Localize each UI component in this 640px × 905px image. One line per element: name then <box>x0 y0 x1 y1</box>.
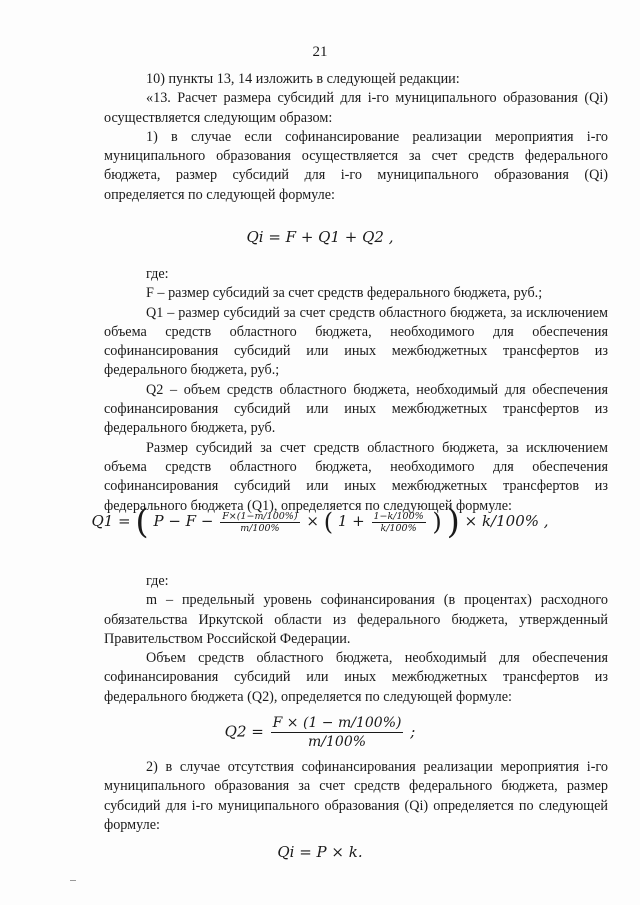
definition-m: m – предельный уровень софинансирования (в процентах) расходного обязательства Иркутской области из федерального бюджета, утвержденный Правительством Российской Федерации. <box>104 592 608 647</box>
formula-q2-frac <box>271 714 404 751</box>
intro-block <box>104 70 608 205</box>
where-label: где: <box>146 266 169 282</box>
formula-q1-frac1 <box>220 511 299 534</box>
case-2-block <box>104 758 608 835</box>
formula-q1-times: × <box>306 512 319 530</box>
m-definition-block <box>104 572 608 707</box>
formula-q1-pf: P − F − <box>153 512 214 530</box>
formula-q1-paren-open: ( <box>135 502 149 542</box>
paragraph-case-1: 1) в случае если софинансирование реализации мероприятия i-го муниципального образования осуществляется за счет средств федерального бюджета, размер субсидий для i-го муниципального образования (Qi) определяется по следующей формуле: <box>104 128 608 203</box>
paragraph-q1-intro: Размер субсидий за счет средств областного бюджета, за исключением объема средств областного бюджета, необходимого для обеспечения софинансирования субсидий или иных межбюджетных трансфертов из федерального бюджета (Q1), определяется по следующей формуле: <box>104 439 608 514</box>
formula-q2 <box>0 714 640 751</box>
formula-q1-frac1-num: F×(1−m/100%) <box>222 510 298 522</box>
definitions-block <box>104 265 608 516</box>
formula-q1-inner-close: ) <box>432 508 442 536</box>
page-number: 21 <box>312 44 328 60</box>
scan-mark <box>70 880 76 881</box>
definition-q1: Q1 – размер субсидий за счет средств областного бюджета, за исключением объема средств областного бюджета, необходимого для обеспечения софинансирования субсидий или иных межбюджетных трансфертов из федерального бюджета, руб.; <box>104 304 608 379</box>
formula-q1-frac2-den: k/100% <box>380 522 417 534</box>
formula-qi-product: Qi = P × k. <box>277 843 363 861</box>
formula-q1-lhs: Q1 = <box>91 512 131 530</box>
formula-q1 <box>0 502 640 542</box>
formula-q1-one-plus: 1 + <box>337 512 365 530</box>
formula-q1-frac2 <box>372 511 426 534</box>
formula-qi-sum: Qi = F + Q1 + Q2 , <box>246 228 394 246</box>
formula-q1-frac1-den: m/100% <box>240 522 280 534</box>
formula-q2-num: F × (1 − m/100%) <box>272 715 402 731</box>
formula-q2-lhs: Q2 = <box>224 722 264 741</box>
where-label-2: где: <box>146 573 169 589</box>
formula-q2-den: m/100% <box>308 734 367 750</box>
formula-q1-inner-open: ( <box>323 508 334 536</box>
formula-q1-paren-close: ) <box>446 502 460 542</box>
paragraph-case-2: 2) в случае отсутствия софинансирования реализации мероприятия i-го муниципального образования за счет средств федерального бюджета, размер субсидий для i-го муниципального образования (Qi) определяется по следующей формуле: <box>104 759 608 833</box>
definition-f: F – размер субсидий за счет средств федерального бюджета, руб.; <box>146 285 543 302</box>
definition-q2: Q2 – объем средств областного бюджета, необходимый для обеспечения софинансирования субсидий или иных межбюджетных трансфертов из федерального бюджета, руб. <box>104 381 608 437</box>
paragraph-q2-intro: Объем средств областного бюджета, необходимый для обеспечения софинансирования субсидий или иных межбюджетных трансфертов из федерального бюджета (Q2), определяется по следующей формуле: <box>104 650 608 705</box>
paragraph-item-13: «13. Расчет размера субсидий для i-го муниципального образования (Qi) осуществляется следующим образом: <box>104 90 608 126</box>
formula-q2-tail: ; <box>410 722 416 741</box>
formula-q1-frac2-num: 1−k/100% <box>373 510 424 522</box>
formula-q1-tail: × k/100% , <box>464 512 549 530</box>
paragraph-item-10: 10) пункты 13, 14 изложить в следующей редакции: <box>146 71 460 87</box>
